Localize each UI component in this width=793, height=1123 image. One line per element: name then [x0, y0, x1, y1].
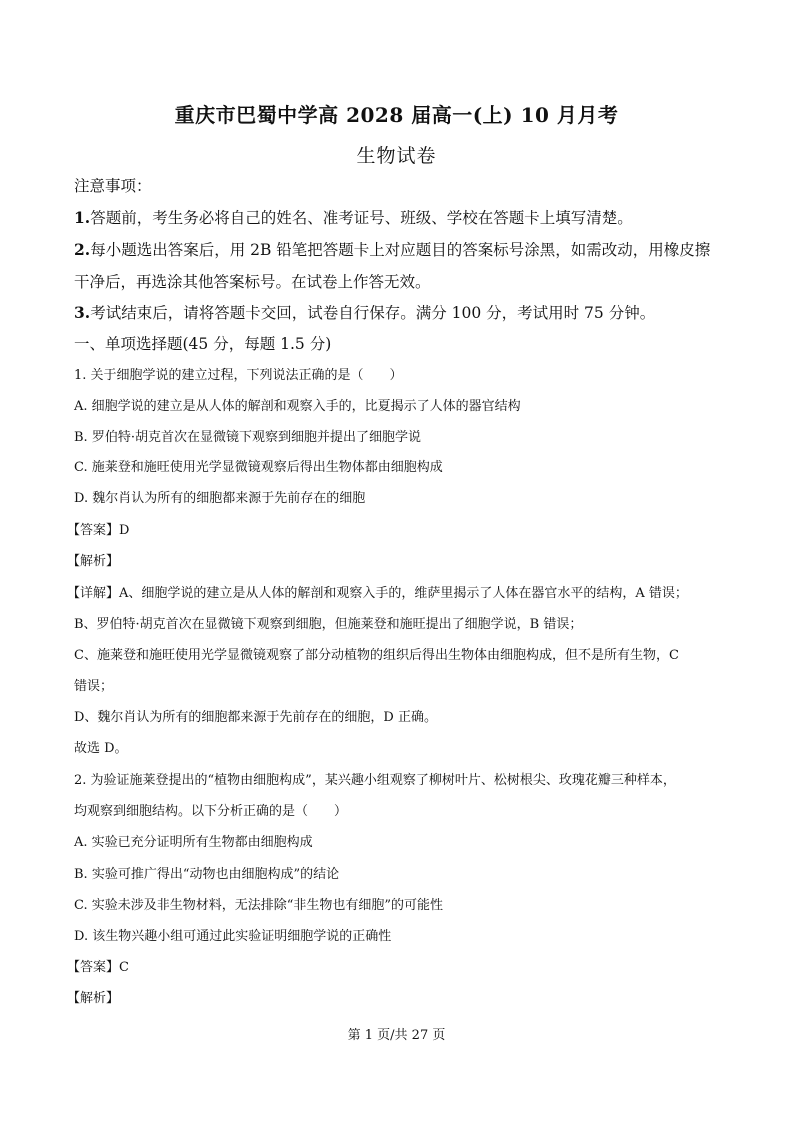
notice-item-1: [74, 208, 754, 228]
q2-answer: 【答案】C: [67, 960, 129, 975]
q1-answer: 【答案】D: [67, 523, 130, 538]
notice-item-number: 1.: [74, 208, 91, 227]
q1-detail-line: 故选 D。: [74, 741, 128, 756]
notice-item-3: [74, 303, 754, 323]
notice-item-text: 干净后，再选涂其他答案标号。在试卷上作答无效。: [74, 273, 431, 291]
exam-title: 重庆市巴蜀中学高 2028 届高一(上) 10 月月考: [174, 103, 619, 127]
q1-option-c: C. 施莱登和施旺使用光学显微镜观察后得出生物体都由细胞构成: [74, 460, 443, 475]
q1-option-a: A. 细胞学说的建立是从人体的解剖和观察入手的，比夏揭示了人体的器官结构: [74, 399, 521, 414]
notice-item-text: 答题前，考生务必将自己的姓名、准考证号、班级、学校在答题卡上填写清楚。: [90, 209, 633, 227]
q1-analysis-label: 【解析】: [67, 554, 120, 569]
q1-detail-line: B、罗伯特·胡克首次在显微镜下观察到细胞，但施莱登和施旺提出了细胞学说，B 错误；: [74, 617, 583, 632]
notice-heading: 注意事项：: [74, 177, 152, 195]
q1-stem: 1. 关于细胞学说的建立过程，下列说法正确的是（ ）: [74, 368, 403, 383]
notice-item-text: 每小题选出答案后，用 2B 铅笔把答题卡上对应题目的答案标号涂黑，如需改动，用橡皮擦: [90, 241, 711, 259]
q2-option-a: A. 实验已充分证明所有生物都由细胞构成: [74, 835, 313, 850]
q1-detail-line: C、施莱登和施旺使用光学显微镜观察了部分动植物的组织后得出生物体由细胞构成，但不是所有生物，C: [74, 648, 679, 663]
q2-option-c: C. 实验未涉及非生物材料，无法排除“非生物也有细胞”的可能性: [74, 898, 444, 913]
q1-detail-line: D、魏尔肖认为所有的细胞都来源于先前存在的细胞，D 正确。: [74, 710, 437, 725]
q2-option-b: B. 实验可推广得出“动物也由细胞构成”的结论: [74, 867, 340, 882]
q2-stem-line: 2. 为验证施莱登提出的“植物由细胞构成”，某兴趣小组观察了柳树叶片、松树根尖、玫瑰花瓣三种样本，: [74, 773, 676, 788]
page-footer: 第 1 页/共 27 页: [347, 1028, 446, 1043]
notice-item-number: 3.: [74, 303, 91, 322]
notice-item-text: 考试结束后，请将答题卡交回，试卷自行保存。满分 100 分，考试用时 75 分钟。: [90, 304, 656, 322]
q1-detail-line: 错误；: [74, 679, 114, 694]
q1-detail-line: 【详解】A、细胞学说的建立是从人体的解剖和观察入手的，维萨里揭示了人体在器官水平的结构，A 错误；: [67, 586, 688, 601]
q1-option-d: D. 魏尔肖认为所有的细胞都来源于先前存在的细胞: [74, 491, 366, 506]
section-heading: 一、单项选择题(45 分，每题 1.5 分): [74, 335, 332, 353]
notice-item-2: [74, 240, 754, 260]
q1-option-b: B. 罗伯特·胡克首次在显微镜下观察到细胞并提出了细胞学说: [74, 430, 421, 445]
exam-subtitle: 生物试卷: [356, 145, 437, 167]
q2-analysis-label: 【解析】: [67, 991, 120, 1006]
q2-stem-line: 均观察到细胞结构。以下分析正确的是（ ）: [74, 804, 348, 819]
notice-item-number: 2.: [74, 240, 91, 259]
notice-item-2-cont: [74, 272, 754, 292]
q2-option-d: D. 该生物兴趣小组可通过此实验证明细胞学说的正确性: [74, 929, 392, 944]
